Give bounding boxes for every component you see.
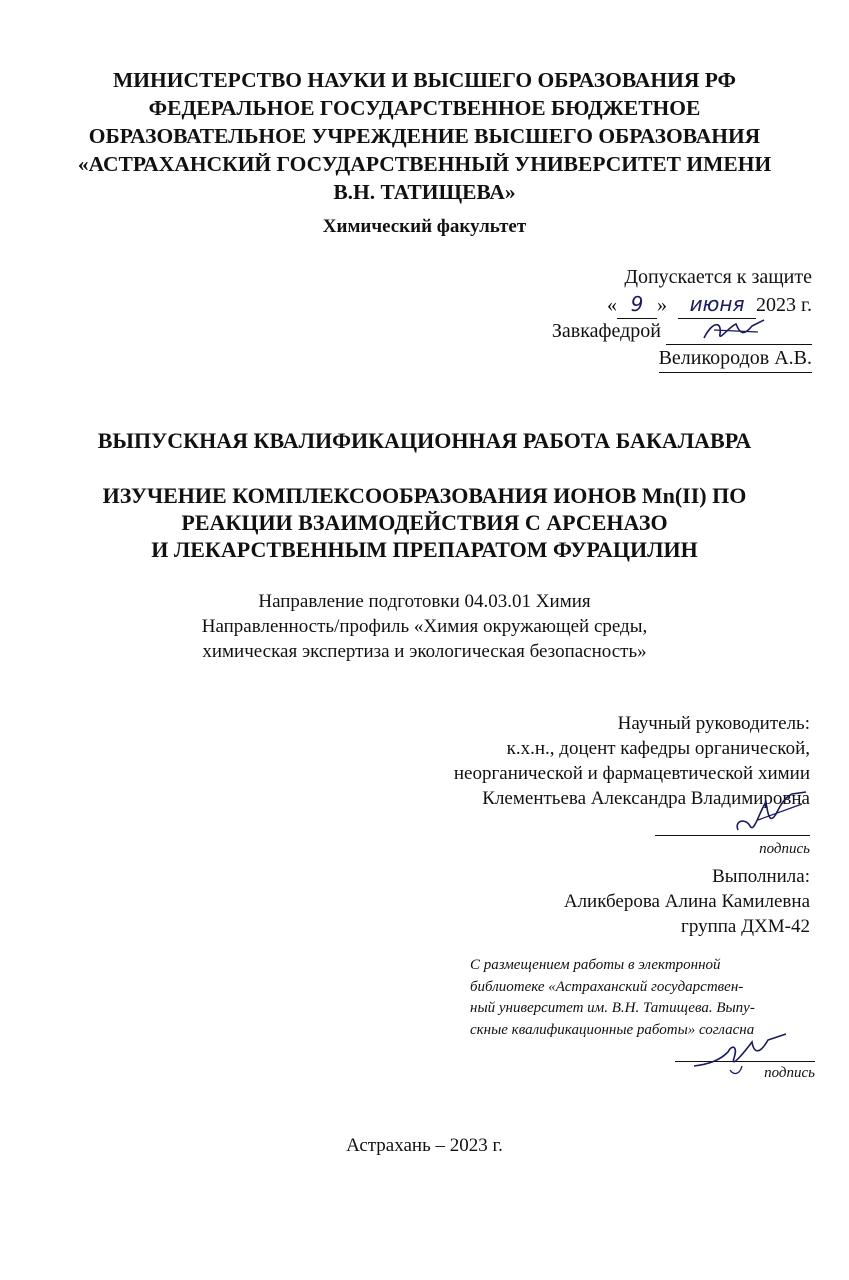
head-label: Завкафедрой — [551, 320, 661, 342]
direction-line: Направленность/профиль «Химия окружающей среды, — [201, 616, 648, 637]
date-quote-close: » — [657, 294, 668, 316]
header-line: МИНИСТЕРСТВО НАУКИ И ВЫСШЕГО ОБРАЗОВАНИЯ РФ — [113, 68, 736, 92]
header-line: ОБРАЗОВАТЕЛЬНОЕ УЧРЕЖДЕНИЕ ВЫСШЕГО ОБРАЗОВАНИЯ — [88, 124, 761, 148]
direction-line: химическая экспертиза и экологическая безопасность» — [202, 641, 647, 662]
student-group: группа ДХМ-42 — [681, 916, 810, 937]
date-month: июня — [678, 291, 756, 319]
supervisor-position: к.х.н., доцент кафедры органической, — [506, 738, 810, 759]
date-year: 2023 г. — [756, 294, 812, 316]
supervisor-name: Клементьева Александра Владимировна — [482, 788, 810, 809]
admission-date — [520, 291, 812, 318]
topic-line: И ЛЕКАРСТВЕННЫМ ПРЕПАРАТОМ ФУРАЦИЛИН — [151, 537, 698, 562]
student-label: Выполнила: — [712, 866, 810, 887]
header-line: ФЕДЕРАЛЬНОЕ ГОСУДАРСТВЕННОЕ БЮДЖЕТНОЕ — [148, 96, 701, 120]
ministry-header — [0, 66, 849, 206]
supervisor-signature — [732, 790, 812, 840]
head-name-row — [520, 345, 812, 372]
head-signature — [700, 316, 770, 346]
student-name: Аликберова Алина Камилевна — [563, 891, 810, 912]
supervisor-position: неорганической и фармацевтической химии — [453, 763, 810, 784]
consent-line: библиотеке «Астраханский государствен- — [470, 978, 744, 995]
city-year: Астрахань – 2023 г. — [346, 1135, 503, 1156]
supervisor-sign-caption: подпись — [759, 841, 810, 857]
consent-sign-caption: подпись — [764, 1065, 815, 1081]
topic-line: ИЗУЧЕНИЕ КОМПЛЕКСООБРАЗОВАНИЯ ИОНОВ Mn(II) ПО — [102, 483, 747, 508]
consent-signature — [690, 1030, 790, 1080]
header-line: В.Н. ТАТИЩЕВА» — [333, 180, 516, 204]
work-type-title: ВЫПУСКНАЯ КВАЛИФИКАЦИОННАЯ РАБОТА БАКАЛАВРА — [97, 428, 752, 453]
admission-title: Допускается к защите — [624, 266, 812, 288]
consent-line: ный университет им. В.Н. Татищева. Выпу- — [470, 1000, 755, 1016]
topic-line: РЕАКЦИИ ВЗАИМОДЕЙСТВИЯ С АРСЕНАЗО — [181, 510, 668, 535]
date-day: 9 — [617, 291, 657, 319]
header-line: «АСТРАХАНСКИЙ ГОСУДАРСТВЕННЫЙ УНИВЕРСИТЕТ ИМЕНИ — [77, 152, 772, 176]
faculty-name: Химический факультет — [322, 216, 527, 237]
study-direction — [0, 589, 849, 664]
consent-line: скные квалификационные работы» согласна — [470, 1021, 755, 1038]
thesis-topic — [0, 482, 849, 563]
head-name: Великородов А.В. — [659, 345, 812, 373]
date-quote-open: « — [607, 294, 618, 316]
consent-line: С размещением работы в электронной — [470, 957, 721, 973]
supervisor-label: Научный руководитель: — [617, 713, 810, 734]
direction-line: Направление подготовки 04.03.01 Химия — [258, 591, 591, 612]
